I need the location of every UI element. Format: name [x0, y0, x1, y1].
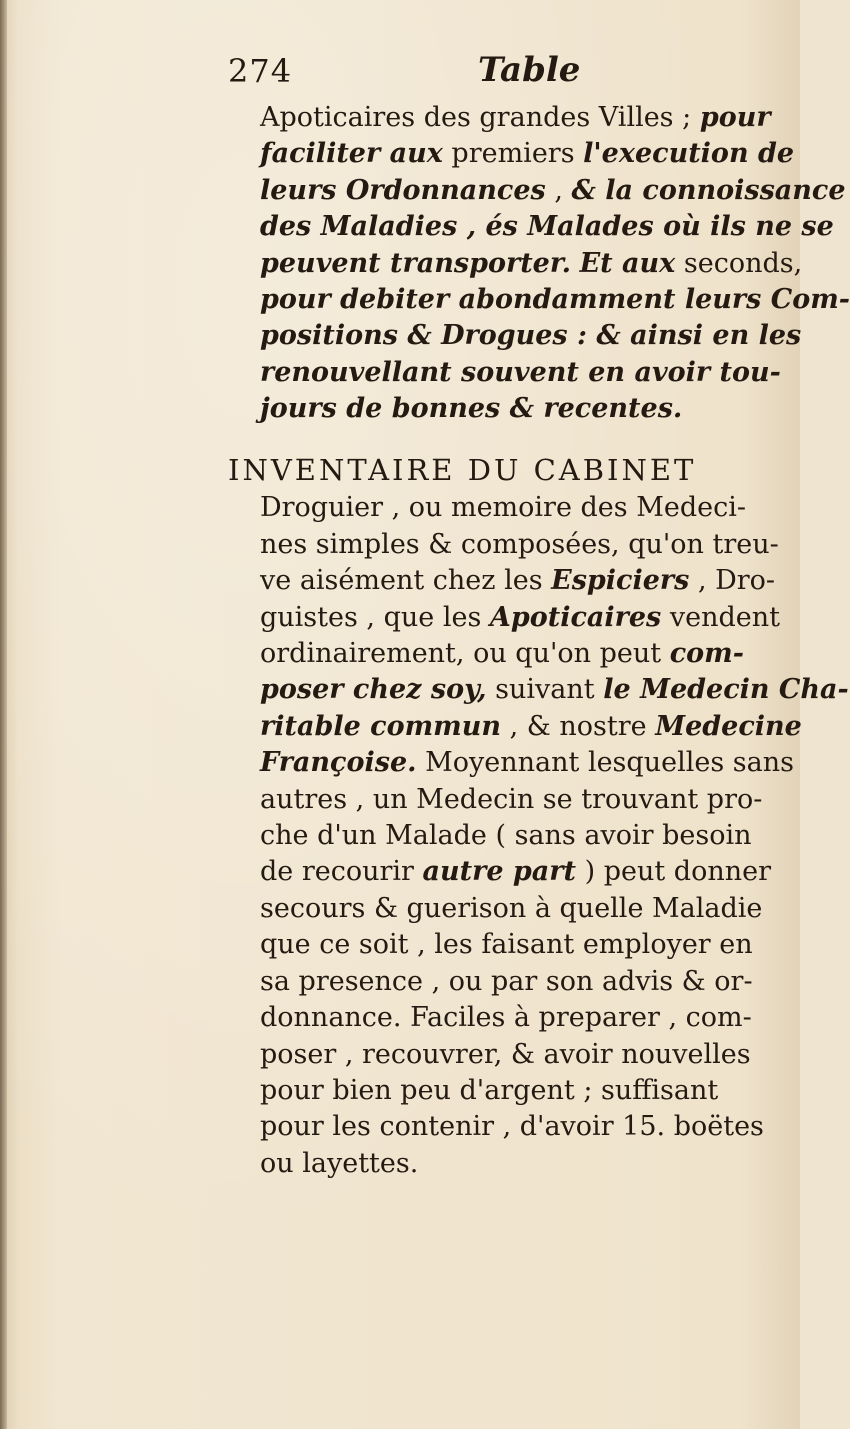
text-line — [260, 391, 788, 427]
text-line — [228, 490, 788, 526]
text-segment: Espiciers — [551, 565, 690, 597]
text-segment: Françoise. — [260, 747, 417, 779]
text-segment: ritable commun — [260, 710, 502, 742]
binding-gutter — [0, 0, 7, 1429]
text-segment: jours de bonnes & recentes. — [260, 393, 683, 425]
page-header — [228, 50, 788, 100]
text-segment: Et aux — [579, 247, 676, 279]
text-line — [228, 1109, 788, 1145]
text-segment: Apoticaires des grandes Villes ; — [260, 102, 700, 133]
text-line — [260, 246, 803, 282]
text-segment — [571, 248, 580, 279]
text-segment: le Medecin Cha- — [603, 674, 849, 706]
text-segment: pour bien peu d'argent ; suffisant — [260, 1074, 719, 1106]
text-line — [228, 636, 788, 672]
text-segment: premiers — [442, 138, 584, 170]
text-segment: com- — [669, 638, 744, 670]
text-segment: ordinairement, ou qu'on peut — [260, 638, 670, 670]
running-title: Table — [478, 50, 581, 90]
paragraph-inventaire — [228, 452, 849, 1182]
text-segment: Apoticaires — [489, 601, 662, 633]
text-segment: poser , recouvrer, & avoir nouvelles — [260, 1038, 751, 1070]
text-line — [228, 1073, 788, 1109]
text-segment: de recourir — [260, 856, 423, 888]
text-line — [260, 173, 846, 209]
text-line — [260, 100, 788, 136]
text-segment: ) peut donner — [576, 856, 772, 888]
text-segment: leurs Ordonnances — [260, 174, 546, 206]
text-segment: ou layettes. — [260, 1147, 419, 1179]
text-line — [228, 527, 788, 563]
text-segment: autres , un Medecin se trouvant pro- — [260, 783, 763, 815]
text-line — [228, 563, 788, 599]
text-line — [260, 355, 788, 391]
text-line — [228, 745, 794, 781]
text-segment: seconds, — [675, 247, 803, 279]
text-segment: vendent — [661, 601, 780, 633]
text-line — [228, 854, 788, 890]
text-line — [260, 282, 850, 318]
text-segment: nes simples & composées, qu'on treu- — [260, 528, 779, 560]
text-line — [228, 1146, 788, 1182]
text-segment: Moyennant lesquelles sans — [416, 747, 794, 779]
text-segment: faciliter aux — [260, 138, 443, 170]
text-segment: donnance. Faciles à preparer , com- — [260, 1002, 752, 1034]
text-segment: , & nostre — [501, 710, 656, 742]
text-line — [228, 818, 788, 854]
text-line — [260, 136, 795, 172]
text-segment: peuvent transporter. — [260, 247, 571, 279]
text-segment: Droguier , ou memoire des Medeci- — [260, 492, 746, 524]
text-segment: pour les contenir , d'avoir 15. boëtes — [260, 1111, 764, 1143]
text-line — [228, 782, 788, 818]
text-segment: , Dro- — [689, 565, 776, 597]
text-line — [228, 927, 788, 963]
text-segment: autre part — [422, 856, 577, 888]
page-number: 274 — [228, 52, 293, 90]
text-segment: que ce soit , les faisant employer en — [260, 929, 753, 961]
text-segment: pour — [699, 102, 771, 133]
text-segment: secours & guerison à quelle Maladie — [260, 892, 763, 924]
text-segment: , — [545, 174, 572, 206]
text-line — [228, 1000, 788, 1036]
text-segment: des Maladies , és Malades où ils ne se — [260, 211, 834, 243]
text-segment: suivant — [486, 674, 604, 706]
text-segment: renouvellant souvent en avoir tou- — [260, 356, 781, 388]
text-line — [228, 672, 849, 708]
paragraph-apoticaires — [228, 100, 850, 428]
text-segment: sa presence , ou par son advis & or- — [260, 965, 753, 997]
text-segment: positions & Drogues : & ainsi en les — [260, 320, 802, 352]
text-line — [260, 209, 834, 245]
text-line — [228, 452, 788, 490]
text-line — [228, 964, 788, 1000]
text-segment: l'execution de — [583, 138, 795, 170]
text-line — [228, 1037, 788, 1073]
text-segment: che d'un Malade ( sans avoir besoin — [260, 820, 752, 852]
text-segment: & la connoissance — [571, 174, 846, 206]
text-segment: pour debiter abondamment leurs Com- — [260, 284, 850, 316]
section-heading: INVENTAIRE DU CABINET — [228, 453, 697, 487]
text-line — [260, 318, 802, 354]
text-line — [228, 891, 788, 927]
text-line — [228, 600, 788, 636]
text-segment: Medecine — [655, 710, 802, 742]
text-segment: ve aisément chez les — [260, 565, 552, 597]
text-segment: poser chez soy, — [260, 674, 487, 706]
text-segment: guistes , que les — [260, 601, 490, 633]
text-line — [228, 709, 802, 745]
